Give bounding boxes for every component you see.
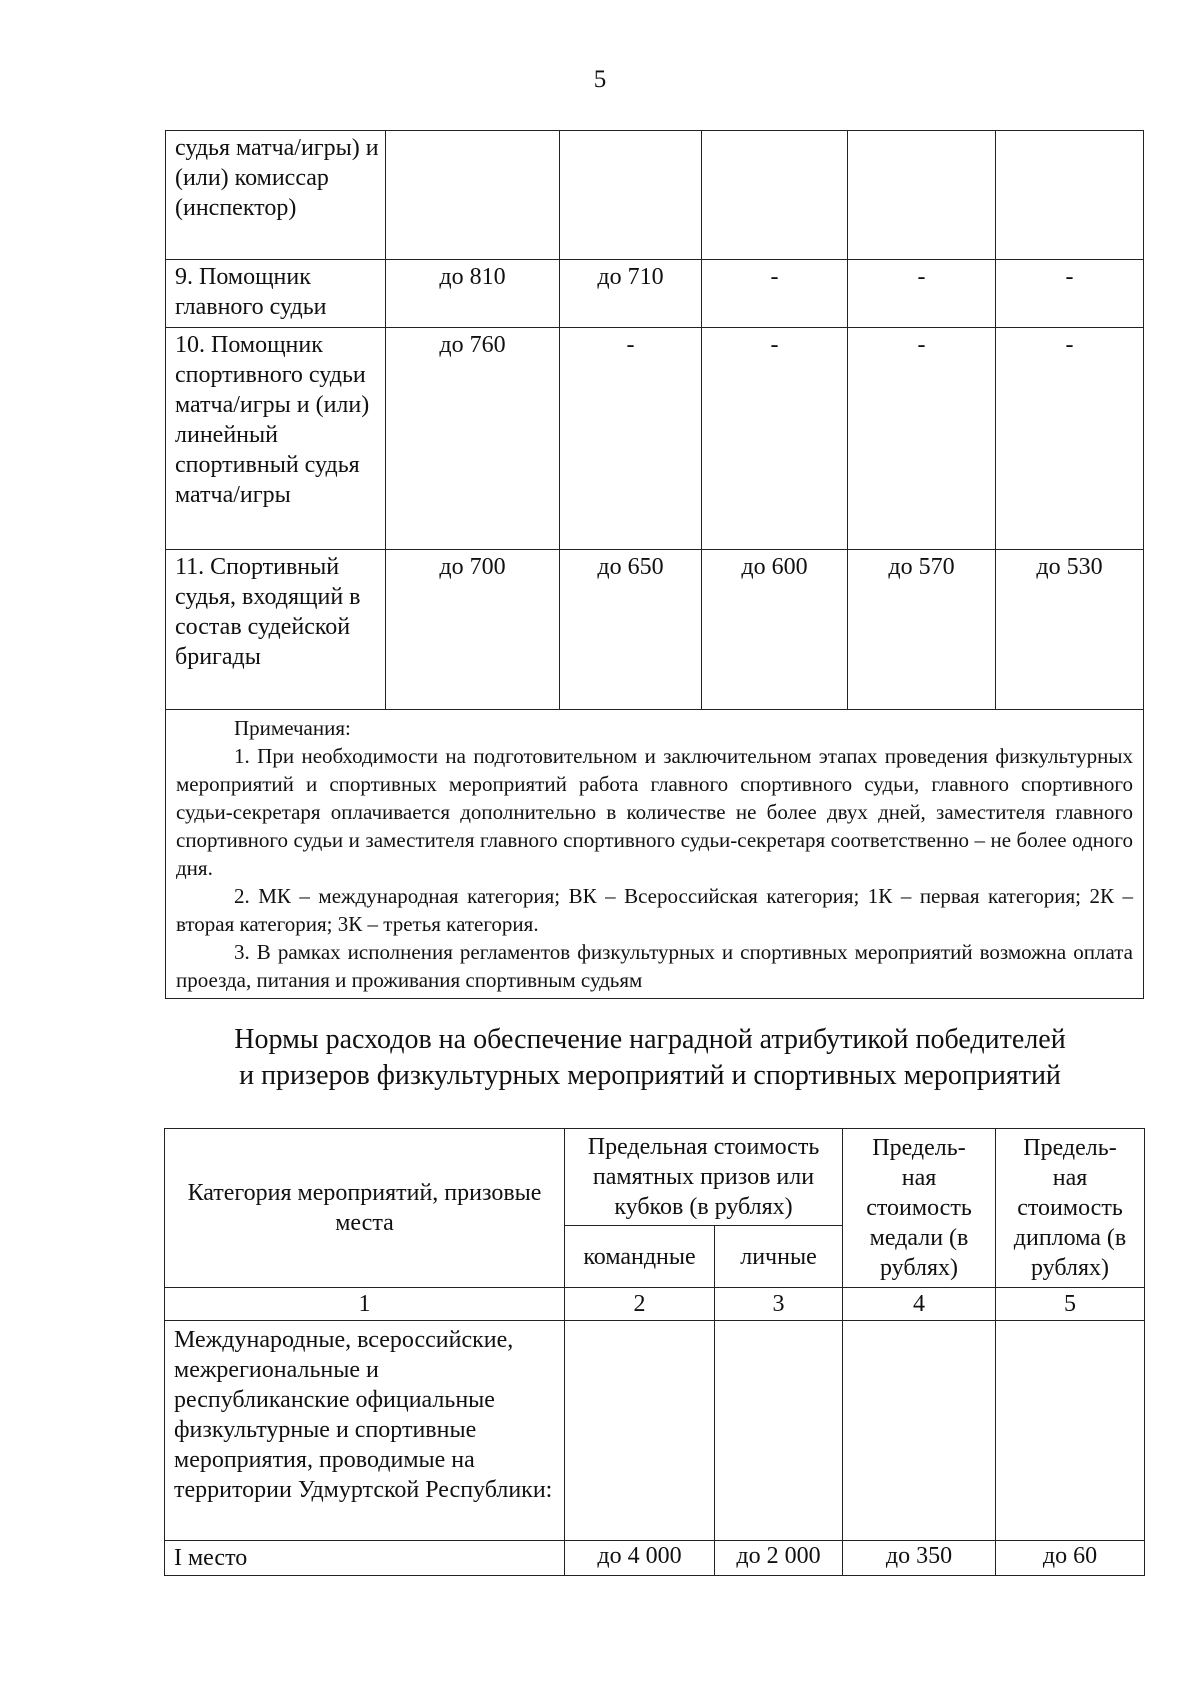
cell-value <box>702 131 848 260</box>
cell-value: до 760 <box>386 328 560 550</box>
cell-value <box>715 1321 843 1541</box>
cell-value: до 700 <box>386 550 560 710</box>
cell-value <box>996 1321 1145 1541</box>
row-label: 10. Помощник спортивного судьи матча/игры и (или) линейный спортивный судья матча/игры <box>166 328 386 550</box>
table-row <box>166 550 1144 710</box>
cell-value: до 570 <box>848 550 996 710</box>
cell-value: - <box>560 328 702 550</box>
cell-value: - <box>996 328 1144 550</box>
cell-value: - <box>848 260 996 328</box>
header-medal: Предель-ная стоимость медали (в рублях) <box>843 1129 996 1288</box>
header-personal: личные <box>715 1226 843 1288</box>
cell-value: до 2 000 <box>715 1541 843 1576</box>
cell-value <box>386 131 560 260</box>
header-category: Категория мероприятий, призовые места <box>165 1129 565 1288</box>
page-number: 5 <box>593 66 607 93</box>
section-title <box>0 1022 1200 1094</box>
cell-value: до 650 <box>560 550 702 710</box>
note-item: 1. При необходимости на подготовительном и заключительном этапах проведения физкультурных мероприятий и спортивных мероприятий работа главного спортивного судьи, главного спортивного судьи-секретаря оплачивается дополнительно в количестве не более двух дней, заместителя главного спортивного судьи и заместителя главного спортивного судьи-секретаря соответственно – не более одного дня. <box>176 744 1133 880</box>
cell-value: до 60 <box>996 1541 1145 1576</box>
table-row <box>166 260 1144 328</box>
notes-row <box>166 710 1144 999</box>
column-numbers-row <box>165 1288 1145 1321</box>
cell-value <box>996 131 1144 260</box>
cell-value: до 810 <box>386 260 560 328</box>
cell-value: - <box>848 328 996 550</box>
cell-value: - <box>702 328 848 550</box>
header-diploma: Предель-ная стоимость диплома (в рублях) <box>996 1129 1145 1288</box>
cell-value: до 530 <box>996 550 1144 710</box>
column-number: 5 <box>996 1288 1145 1321</box>
judges-payment-table <box>165 130 1144 999</box>
notes-title: Примечания: <box>234 716 351 740</box>
cell-value <box>560 131 702 260</box>
cell-value: - <box>702 260 848 328</box>
row-label: 11. Спортивный судья, входящий в состав судейской бригады <box>166 550 386 710</box>
note-item: 3. В рамках исполнения регламентов физкультурных и спортивных мероприятий возможна оплата проезда, питания и проживания спортивным судьям <box>176 940 1133 992</box>
column-number: 3 <box>715 1288 843 1321</box>
table-row <box>165 1321 1145 1541</box>
header-team: командные <box>565 1226 715 1288</box>
category-label: I место <box>165 1541 565 1576</box>
category-label: Международные, всероссийские, межрегиональные и республиканские официальные физкультурные и спортивные мероприятия, проводимые на территории Удмуртской Республики: <box>165 1321 565 1541</box>
notes-cell <box>166 710 1144 999</box>
row-label: судья матча/игры) и (или) комиссар (инспектор) <box>166 131 386 260</box>
cell-value <box>848 131 996 260</box>
table-row <box>166 131 1144 260</box>
header-row <box>165 1129 1145 1226</box>
table-row <box>166 328 1144 550</box>
row-label: 9. Помощник главного судьи <box>166 260 386 328</box>
cell-value: до 350 <box>843 1541 996 1576</box>
cell-value <box>843 1321 996 1541</box>
section-title-line: и призеров физкультурных мероприятий и спортивных мероприятий <box>239 1060 1061 1091</box>
note-item: 2. МК – международная категория; ВК – Всероссийская категория; 1К – первая категория; 2К – вторая категория; 3К – третья категория. <box>176 884 1133 936</box>
section-title-line: Нормы расходов на обеспечение наградной атрибутикой победителей <box>234 1024 1066 1055</box>
table-row <box>165 1541 1145 1576</box>
column-number: 4 <box>843 1288 996 1321</box>
header-prizes: Предельная стоимость памятных призов или кубков (в рублях) <box>565 1129 843 1226</box>
column-number: 2 <box>565 1288 715 1321</box>
cell-value: до 4 000 <box>565 1541 715 1576</box>
cell-value: - <box>996 260 1144 328</box>
cell-value <box>565 1321 715 1541</box>
column-number: 1 <box>165 1288 565 1321</box>
cell-value: до 710 <box>560 260 702 328</box>
cell-value: до 600 <box>702 550 848 710</box>
awards-cost-table <box>164 1128 1145 1576</box>
